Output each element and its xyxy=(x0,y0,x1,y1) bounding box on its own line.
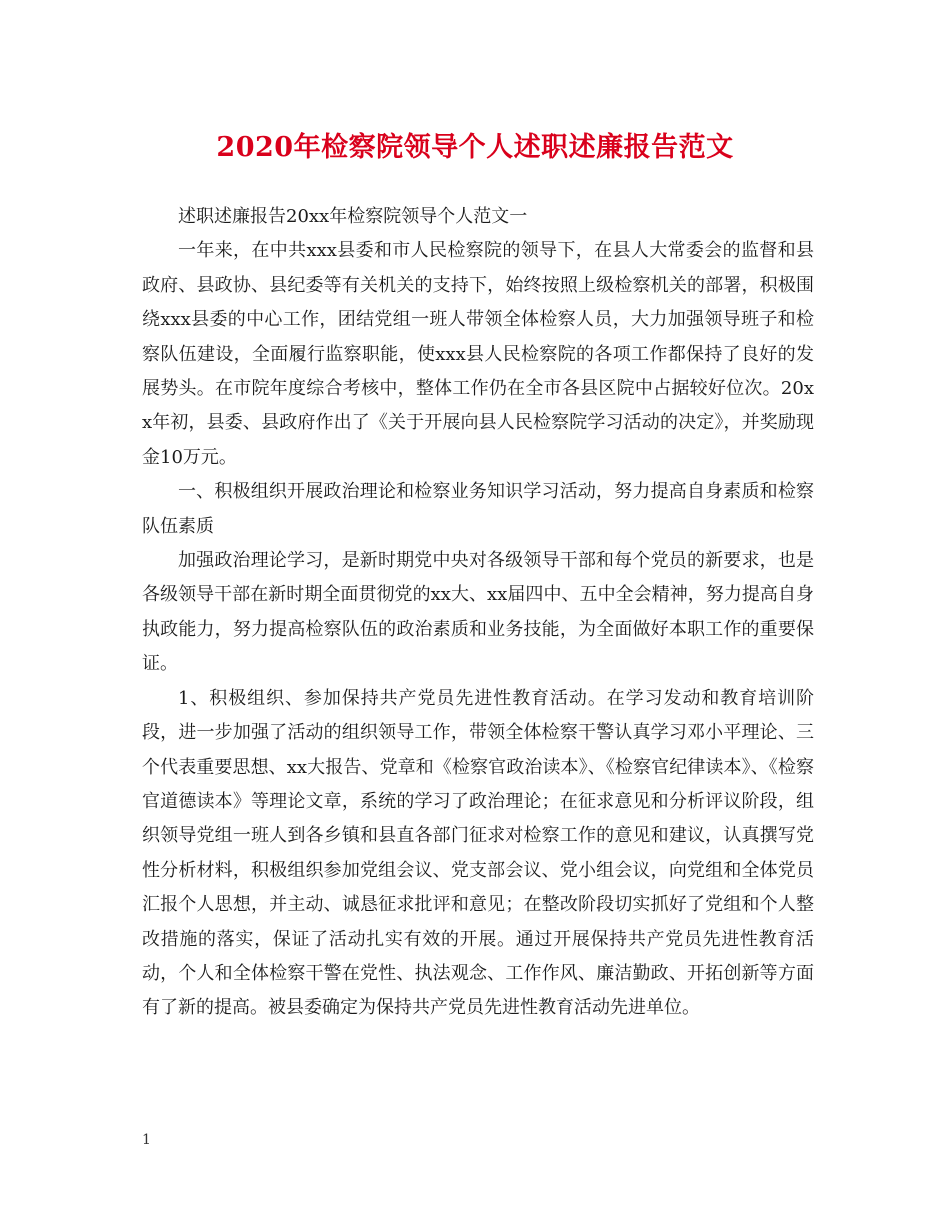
document-body xyxy=(142,200,814,1026)
page-number: 1 xyxy=(142,1132,151,1148)
body-paragraph: 加强政治理论学习，是新时期党中央对各级领导干部和每个党员的新要求，也是各级领导干部在新时期全面贯彻党的xx大、xx届四中、五中全会精神，努力提高自身执政能力，努力提高检察队伍的政治素质和业务技能，为全面做好本职工作的重要保证。 xyxy=(142,550,814,675)
subtitle-paragraph: 述职述廉报告20xx年检察院领导个人范文一 xyxy=(178,206,528,227)
body-paragraph: 1、积极组织、参加保持共产党员先进性教育活动。在学习发动和教育培训阶段，进一步加强了活动的组织领导工作，带领全体检察干警认真学习邓小平理论、三个代表重要思想、xx大报告、党章和《检察官政治读本》、《检察官纪律读本》、《检察官道德读本》等理论文章，系统的学习了政治理论；在征求意见和分析评议阶段，组织领导党组一班人到各乡镇和县直各部门征求对检察工作的意见和建议，认真撰写党性分析材料，积极组织参加党组会议、党支部会议、党小组会议，向党组和全体党员汇报个人思想，并主动、诚恳征求批评和意见；在整改阶段切实抓好了党组和个人整改措施的落实，保证了活动扎实有效的开展。通过开展保持共产党员先进性教育活动，个人和全体检察干警在党性、执法观念、工作作风、廉洁勤政、开拓创新等方面有了新的提高。被县委确定为保持共产党员先进性教育活动先进单位。 xyxy=(142,687,814,1019)
document-title: 2020年检察院领导个人述职述廉报告范文 xyxy=(216,132,734,163)
section-heading-paragraph: 一、积极组织开展政治理论和检察业务知识学习活动，努力提高自身素质和检察队伍素质 xyxy=(142,481,814,537)
body-paragraph: 一年来，在中共xxx县委和市人民检察院的领导下，在县人大常委会的监督和县政府、县政协、县纪委等有关机关的支持下，始终按照上级检察机关的部署，积极围绕xxx县委的中心工作，团结党组一班人带领全体检察人员，大力加强领导班子和检察队伍建设，全面履行监察职能，使xxx县人民检察院的各项工作都保持了良好的发展势头。在市院年度综合考核中，整体工作仍在全市各县区院中占据较好位次。20xx年初，县委、县政府作出了《关于开展向县人民检察院学习活动的决定》，并奖励现金10万元。 xyxy=(142,240,814,468)
